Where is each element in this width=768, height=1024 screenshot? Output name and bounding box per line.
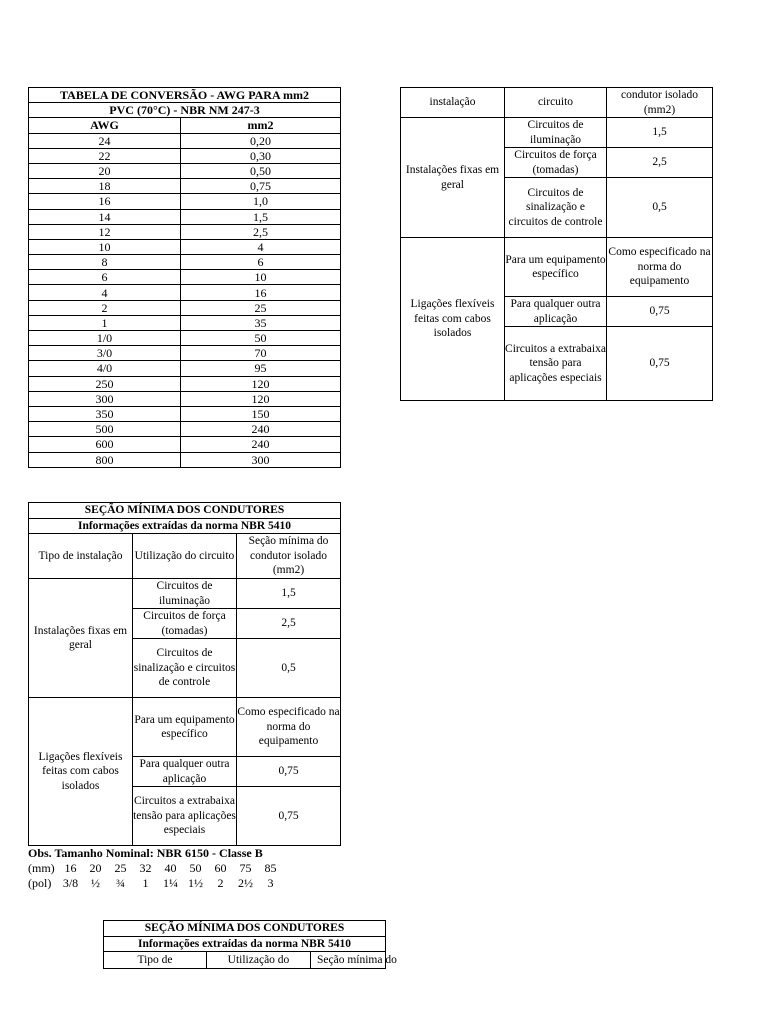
circuit-cell: Circuitos de iluminação bbox=[133, 579, 237, 609]
header-installation-type: Tipo de instalação bbox=[29, 534, 133, 579]
mm2-cell: 120 bbox=[181, 376, 341, 391]
table-row bbox=[29, 361, 341, 376]
awg-cell: 2 bbox=[29, 300, 181, 315]
value-cell: 2,5 bbox=[237, 609, 341, 639]
table-row bbox=[401, 118, 713, 148]
table-title: SEÇÃO MÍNIMA DOS CONDUTORES bbox=[29, 503, 341, 519]
awg-cell: 18 bbox=[29, 179, 181, 194]
awg-cell: 14 bbox=[29, 209, 181, 224]
size-value: 2 bbox=[217, 876, 224, 890]
size-value: 3 bbox=[267, 876, 274, 890]
table-subtitle-row bbox=[29, 518, 341, 534]
size-value: 1¼ bbox=[163, 876, 178, 890]
size-value: 2½ bbox=[238, 876, 253, 890]
mm2-cell: 0,50 bbox=[181, 163, 341, 178]
table-row bbox=[29, 422, 341, 437]
value-cell: 0,75 bbox=[607, 327, 713, 401]
circuit-cell: Circuitos de iluminação bbox=[505, 118, 607, 148]
awg-cell: 6 bbox=[29, 270, 181, 285]
awg-cell: 1/0 bbox=[29, 331, 181, 346]
table-header-row bbox=[104, 952, 386, 969]
conductor-section-table-top bbox=[400, 87, 713, 401]
awg-cell: 600 bbox=[29, 437, 181, 452]
awg-title-row bbox=[29, 88, 341, 103]
mm2-cell: 6 bbox=[181, 255, 341, 270]
size-value: 60 bbox=[214, 861, 227, 875]
header-circuit-usage: Utilização do circuito bbox=[133, 534, 237, 579]
notes-title: Obs. Tamanho Nominal: NBR 6150 - Classe B bbox=[28, 846, 263, 860]
table-row bbox=[29, 179, 341, 194]
size-value: 16 bbox=[64, 861, 77, 875]
mm2-cell: 300 bbox=[181, 452, 341, 467]
value-cell: 0,75 bbox=[237, 787, 341, 846]
awg-cell: 8 bbox=[29, 255, 181, 270]
nominal-size-notes bbox=[28, 846, 283, 891]
value-cell: Como especificado na norma do equipamento bbox=[237, 698, 341, 757]
awg-header-row bbox=[29, 118, 341, 133]
table-title-row bbox=[29, 503, 341, 519]
value-cell: 1,5 bbox=[237, 579, 341, 609]
size-value: 1½ bbox=[188, 876, 203, 890]
mm2-cell: 25 bbox=[181, 300, 341, 315]
size-value: 3/8 bbox=[62, 876, 79, 890]
circuit-cell: Circuitos a extrabaixa tensão para aplicações especiais bbox=[505, 327, 607, 401]
mm2-cell: 150 bbox=[181, 406, 341, 421]
circuit-cell: Para um equipamento específico bbox=[505, 238, 607, 297]
table-row bbox=[29, 391, 341, 406]
value-cell: 0,75 bbox=[237, 757, 341, 787]
value-cell: Como especificado na norma do equipamento bbox=[607, 238, 713, 297]
awg-cell: 10 bbox=[29, 239, 181, 254]
table-row bbox=[29, 437, 341, 452]
size-value: ¾ bbox=[116, 876, 125, 890]
mm2-cell: 240 bbox=[181, 422, 341, 437]
mm2-cell: 240 bbox=[181, 437, 341, 452]
header-circuit: circuito bbox=[505, 88, 607, 118]
group-label-fixed: Instalações fixas em geral bbox=[29, 579, 133, 698]
conductor-section-table-main bbox=[28, 502, 341, 846]
mm2-cell: 10 bbox=[181, 270, 341, 285]
circuit-cell: Circuitos de sinalização e circuitos de controle bbox=[133, 639, 237, 698]
header-conductor: condutor isolado (mm2) bbox=[607, 88, 713, 118]
table-header-row bbox=[29, 534, 341, 579]
mm2-cell: 120 bbox=[181, 391, 341, 406]
header-installation: instalação bbox=[401, 88, 505, 118]
unit-label: (pol) bbox=[28, 876, 52, 890]
awg-table-body bbox=[29, 133, 341, 467]
mm2-cell: 0,20 bbox=[181, 133, 341, 148]
table-title-row bbox=[104, 921, 386, 937]
awg-subtitle-row bbox=[29, 103, 341, 118]
size-value: 50 bbox=[189, 861, 202, 875]
awg-conversion-table bbox=[28, 87, 341, 468]
awg-cell: 250 bbox=[29, 376, 181, 391]
table-row bbox=[29, 255, 341, 270]
awg-cell: 22 bbox=[29, 148, 181, 163]
table-row bbox=[29, 315, 341, 330]
awg-cell: 1 bbox=[29, 315, 181, 330]
mm2-cell: 1,5 bbox=[181, 209, 341, 224]
value-cell: 0,5 bbox=[607, 178, 713, 238]
mm2-column-header: mm2 bbox=[181, 118, 341, 133]
table-row bbox=[29, 376, 341, 391]
table-row bbox=[29, 148, 341, 163]
group-label-flexible: Ligações flexíveis feitas com cabos isolados bbox=[29, 698, 133, 846]
awg-cell: 3/0 bbox=[29, 346, 181, 361]
table-row bbox=[29, 239, 341, 254]
header-circuit-usage: Utilização do bbox=[207, 952, 311, 969]
table-row bbox=[29, 133, 341, 148]
table-row bbox=[29, 300, 341, 315]
size-value: ½ bbox=[91, 876, 100, 890]
mm2-cell: 2,5 bbox=[181, 224, 341, 239]
conductor-section-table-bottom bbox=[103, 920, 397, 969]
size-value: 1 bbox=[142, 876, 149, 890]
table-row bbox=[29, 285, 341, 300]
pol-values-row bbox=[28, 876, 283, 891]
awg-cell: 800 bbox=[29, 452, 181, 467]
awg-cell: 4/0 bbox=[29, 361, 181, 376]
header-min-section: Seção mínima do bbox=[311, 952, 386, 969]
table-row bbox=[29, 406, 341, 421]
table-title: SEÇÃO MÍNIMA DOS CONDUTORES bbox=[104, 921, 386, 937]
mm2-cell: 50 bbox=[181, 331, 341, 346]
header-min-section: Seção mínima do condutor isolado (mm2) bbox=[237, 534, 341, 579]
awg-table-subtitle: PVC (70°C) - NBR NM 247-3 bbox=[29, 103, 341, 118]
table-header-row bbox=[401, 88, 713, 118]
value-cell: 1,5 bbox=[607, 118, 713, 148]
size-value: 25 bbox=[114, 861, 127, 875]
group-label-fixed: Instalações fixas em geral bbox=[401, 118, 505, 238]
table-row bbox=[29, 209, 341, 224]
mm2-cell: 35 bbox=[181, 315, 341, 330]
size-value: 40 bbox=[164, 861, 177, 875]
mm2-cell: 0,30 bbox=[181, 148, 341, 163]
mm2-cell: 16 bbox=[181, 285, 341, 300]
mm2-cell: 1,0 bbox=[181, 194, 341, 209]
table-subtitle: Informações extraídas da norma NBR 5410 bbox=[29, 518, 341, 534]
value-cell: 0,75 bbox=[607, 297, 713, 327]
awg-cell: 300 bbox=[29, 391, 181, 406]
value-cell: 2,5 bbox=[607, 148, 713, 178]
mm2-cell: 95 bbox=[181, 361, 341, 376]
circuit-cell: Circuitos de sinalização e circuitos de controle bbox=[505, 178, 607, 238]
table-row bbox=[29, 346, 341, 361]
circuit-cell: Para um equipamento específico bbox=[133, 698, 237, 757]
awg-cell: 24 bbox=[29, 133, 181, 148]
circuit-cell: Circuitos de força (tomadas) bbox=[133, 609, 237, 639]
mm2-cell: 0,75 bbox=[181, 179, 341, 194]
circuit-cell: Circuitos de força (tomadas) bbox=[505, 148, 607, 178]
awg-cell: 16 bbox=[29, 194, 181, 209]
table-row bbox=[29, 194, 341, 209]
table-row bbox=[29, 452, 341, 467]
awg-cell: 500 bbox=[29, 422, 181, 437]
awg-table-title: TABELA DE CONVERSÃO - AWG PARA mm2 bbox=[29, 88, 341, 103]
table-row bbox=[401, 238, 713, 297]
size-value: 32 bbox=[139, 861, 152, 875]
mm2-cell: 4 bbox=[181, 239, 341, 254]
value-cell: 0,5 bbox=[237, 639, 341, 698]
size-value: 85 bbox=[264, 861, 277, 875]
circuit-cell: Para qualquer outra aplicação bbox=[505, 297, 607, 327]
table-row bbox=[29, 163, 341, 178]
awg-cell: 12 bbox=[29, 224, 181, 239]
table-subtitle: Informações extraídas da norma NBR 5410 bbox=[104, 936, 386, 952]
table-row bbox=[29, 579, 341, 609]
mm-values-row bbox=[28, 861, 283, 876]
table-row bbox=[29, 698, 341, 757]
size-value: 75 bbox=[239, 861, 252, 875]
awg-column-header: AWG bbox=[29, 118, 181, 133]
size-value: 20 bbox=[89, 861, 102, 875]
awg-cell: 4 bbox=[29, 285, 181, 300]
circuit-cell: Para qualquer outra aplicação bbox=[133, 757, 237, 787]
table-row bbox=[29, 331, 341, 346]
group-label-flexible: Ligações flexíveis feitas com cabos isolados bbox=[401, 238, 505, 401]
header-installation-type: Tipo de bbox=[104, 952, 207, 969]
circuit-cell: Circuitos a extrabaixa tensão para aplicações especiais bbox=[133, 787, 237, 846]
table-subtitle-row bbox=[104, 936, 386, 952]
awg-cell: 20 bbox=[29, 163, 181, 178]
table-row bbox=[29, 224, 341, 239]
mm2-cell: 70 bbox=[181, 346, 341, 361]
awg-cell: 350 bbox=[29, 406, 181, 421]
table-row bbox=[29, 270, 341, 285]
unit-label: (mm) bbox=[28, 861, 55, 875]
